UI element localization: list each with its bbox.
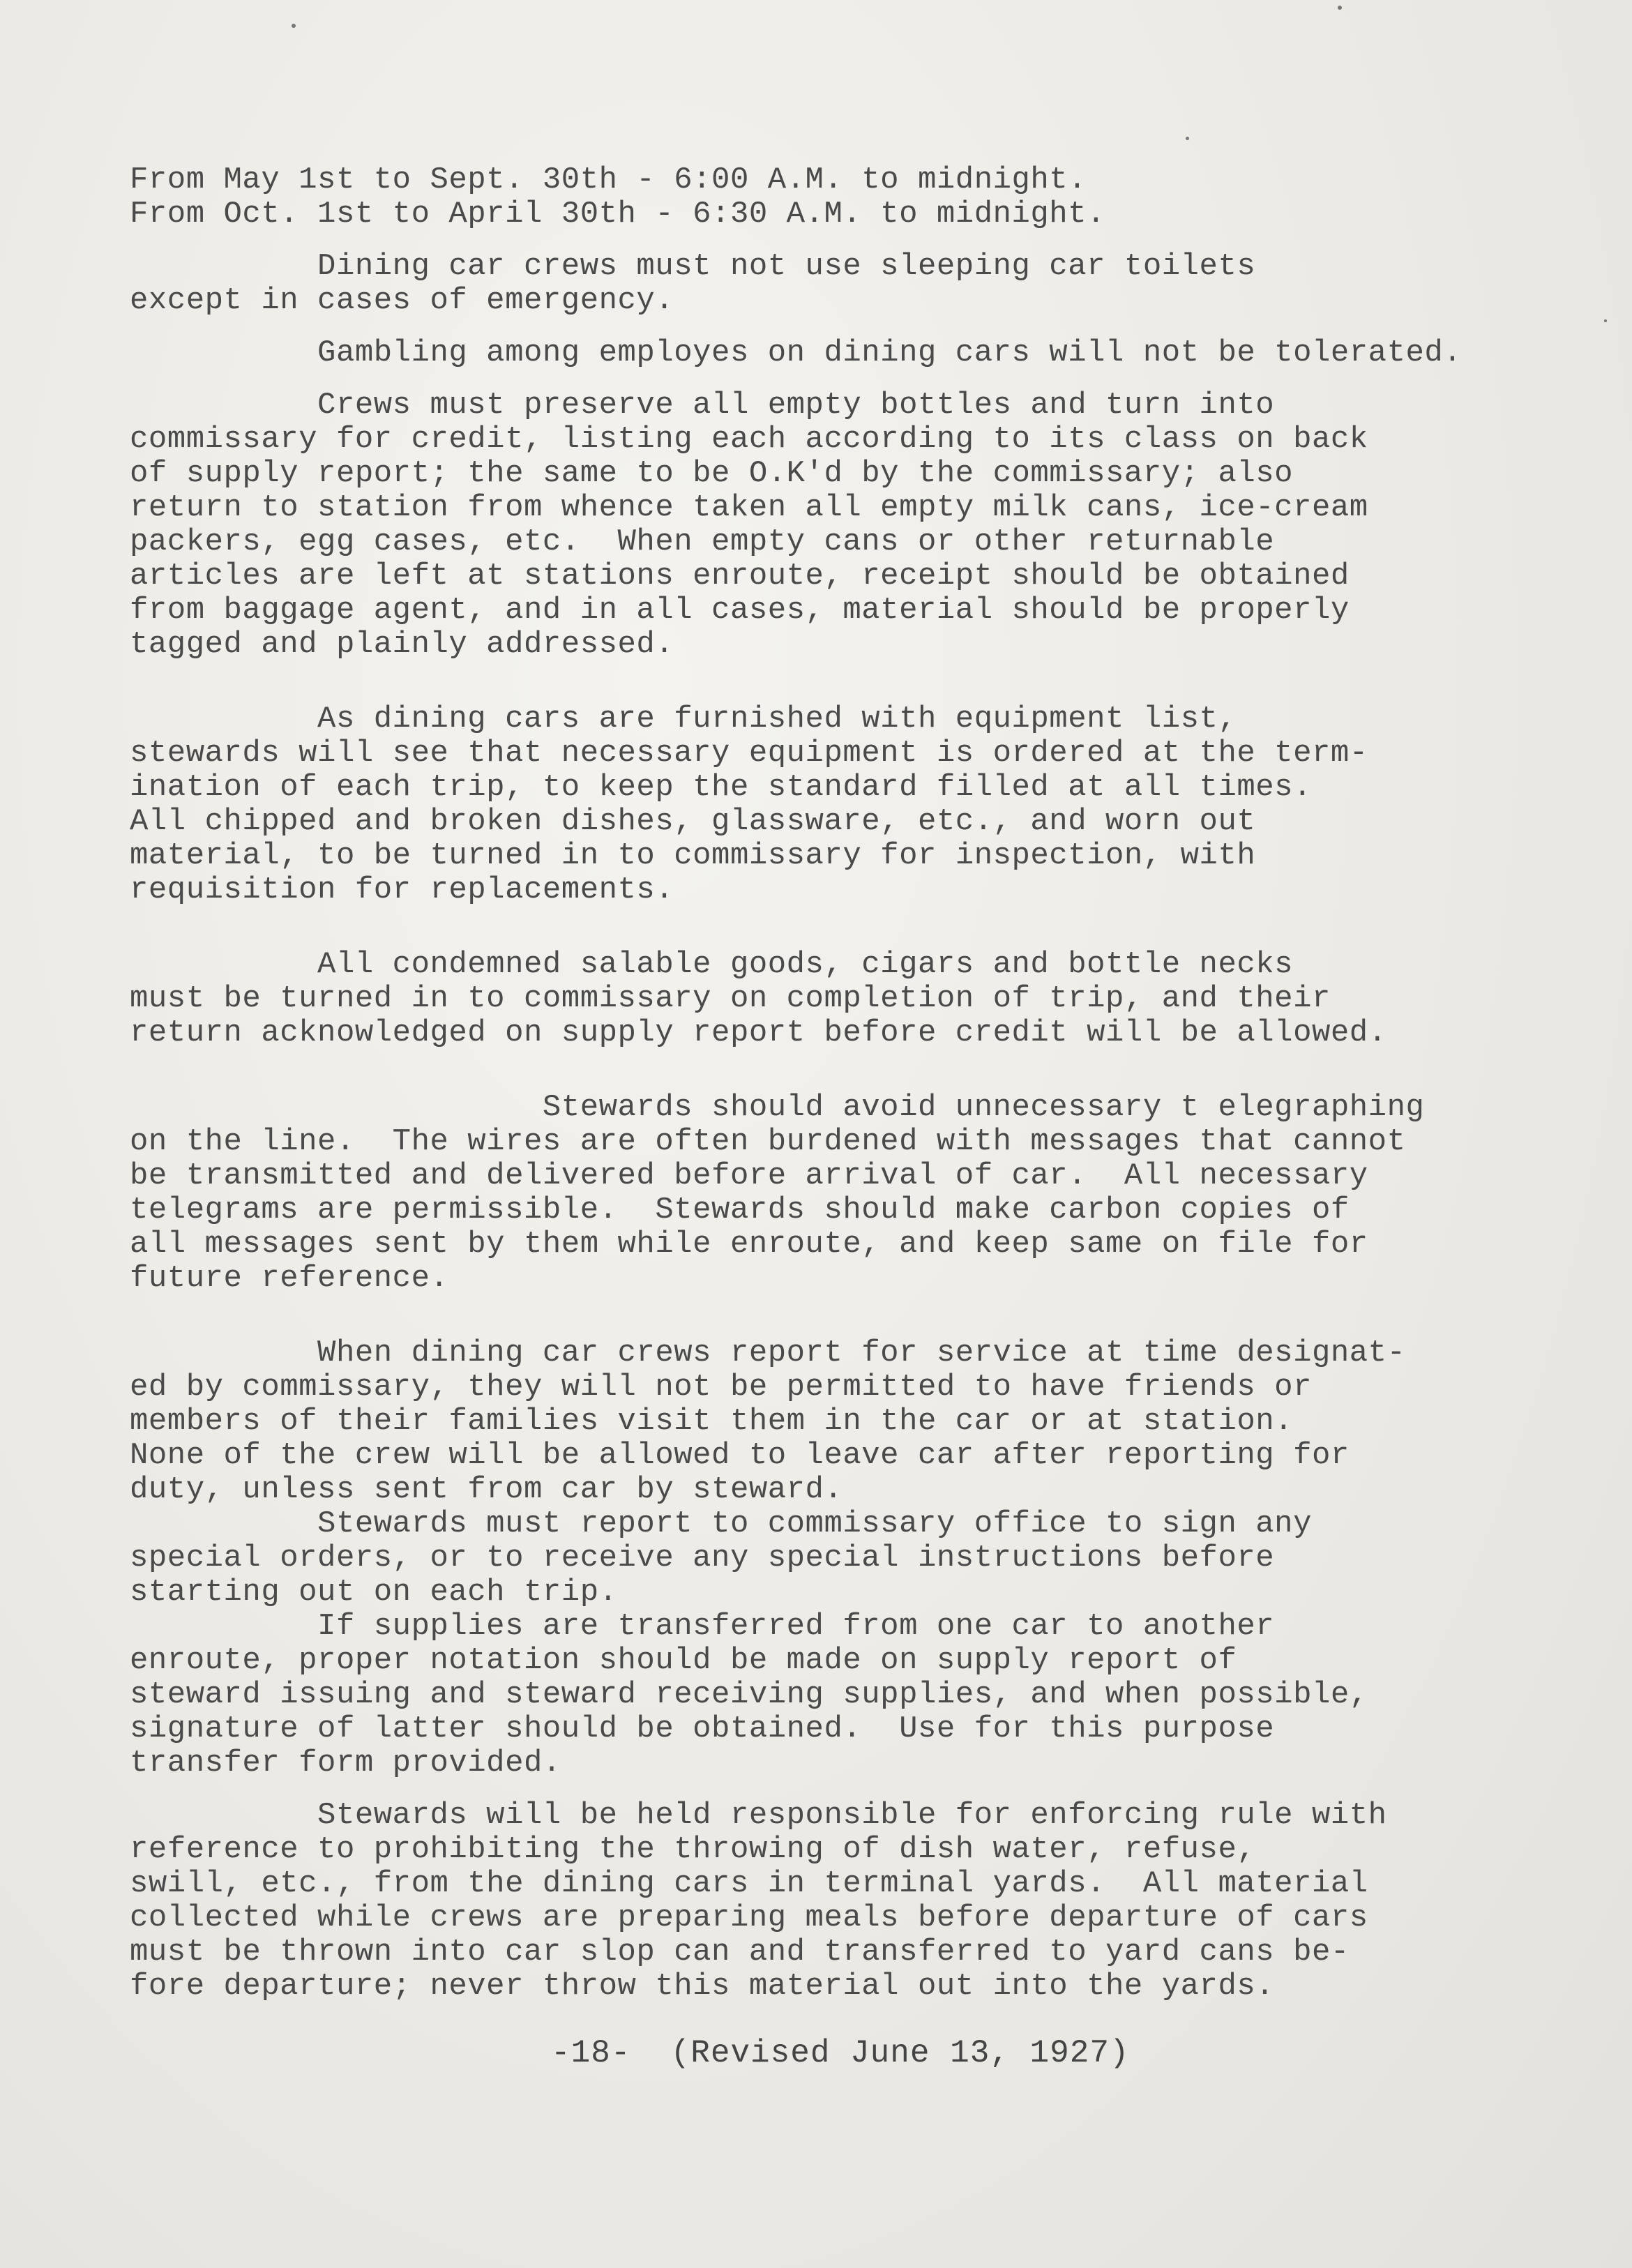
paragraph-visitors (130, 1336, 1566, 1507)
text-line: Stewards must report to commissary office to sign any (130, 1506, 1312, 1541)
text-line: be transmitted and delivered before arrival of car. All necessary (130, 1158, 1368, 1193)
text-line: all messages sent by them while enroute, and keep same on file for (130, 1227, 1368, 1262)
paragraph-equipment (130, 702, 1566, 907)
text-line: future reference. (130, 1261, 449, 1296)
text-line: As dining cars are furnished with equipment list, (130, 702, 1237, 736)
text-line: articles are left at stations enroute, receipt should be obtained (130, 559, 1350, 594)
text-line: All chipped and broken dishes, glassware, etc., and worn out (130, 804, 1256, 839)
hours-line-summer: From May 1st to Sept. 30th - 6:00 A.M. to midnight. (130, 162, 1087, 197)
text-line: fore departure; never throw this material out into the yards. (130, 1969, 1275, 2004)
paper-speck (1604, 319, 1607, 322)
text-line: tagged and plainly addressed. (130, 627, 674, 662)
text-line: must be thrown into car slop can and transferred to yard cans be- (130, 1935, 1350, 1970)
text-line: steward issuing and steward receiving supplies, and when possible, (130, 1677, 1368, 1712)
hours-block (130, 163, 1566, 232)
text-line: Stewards will be held responsible for enforcing rule with (130, 1798, 1387, 1833)
text-line: Gambling among employes on dining cars will not be tolerated. (130, 335, 1463, 370)
text-line: stewards will see that necessary equipment is ordered at the term- (130, 736, 1368, 771)
paper-speck (292, 24, 296, 28)
text-line: signature of latter should be obtained. Use for this purpose (130, 1711, 1275, 1746)
paragraph-special-orders (130, 1507, 1566, 1610)
text-line: reference to prohibiting the throwing of dish water, refuse, (130, 1832, 1256, 1867)
text-line: return acknowledged on supply report before credit will be allowed. (130, 1015, 1387, 1050)
text-line: duty, unless sent from car by steward. (130, 1472, 843, 1507)
paragraph-transfers (130, 1610, 1566, 1781)
text-line: of supply report; the same to be O.K'd by the commissary; also (130, 456, 1294, 491)
text-line: commissary for credit, listing each according to its class on back (130, 422, 1368, 457)
typewritten-text (130, 163, 1566, 2004)
paragraph-refuse (130, 1799, 1566, 2004)
paper-speck (1186, 137, 1189, 140)
paragraph-telegraphing (130, 1091, 1566, 1296)
text-line: material, to be turned in to commissary for inspection, with (130, 838, 1256, 873)
text-line: packers, egg cases, etc. When empty cans or other returnable (130, 524, 1275, 559)
text-line: ed by commissary, they will not be permitted to have friends or (130, 1370, 1312, 1405)
text-line: ination of each trip, to keep the standard filled at all times. (130, 770, 1312, 805)
text-line: on the line. The wires are often burdened with messages that cannot (130, 1124, 1406, 1159)
text-line: from baggage agent, and in all cases, material should be properly (130, 593, 1350, 628)
text-line: All condemned salable goods, cigars and bottle necks (130, 947, 1294, 982)
page-footer: -18- (Revised June 13, 1927) (551, 2035, 1130, 2071)
text-line: enroute, proper notation should be made on supply report of (130, 1643, 1237, 1678)
text-line: requisition for replacements. (130, 872, 674, 907)
text-line: When dining car crews report for service at time designat- (130, 1336, 1406, 1370)
text-line: return to station from whence taken all empty milk cans, ice-cream (130, 490, 1368, 525)
paragraph-bottles (130, 388, 1566, 662)
text-line: Dining car crews must not use sleeping car toilets (130, 249, 1256, 284)
text-line: starting out on each trip. (130, 1575, 618, 1610)
text-line: special orders, or to receive any special instructions before (130, 1541, 1275, 1575)
paragraph-gambling (130, 336, 1566, 370)
paper-speck (1338, 6, 1342, 10)
hours-line-winter: From Oct. 1st to April 30th - 6:30 A.M. to midnight. (130, 197, 1106, 232)
text-line: transfer form provided. (130, 1746, 561, 1781)
text-line: must be turned in to commissary on completion of trip, and their (130, 981, 1331, 1016)
text-line: except in cases of emergency. (130, 283, 674, 318)
paragraph-condemned-goods (130, 948, 1566, 1050)
text-line: Crews must preserve all empty bottles and turn into (130, 388, 1275, 423)
text-line: members of their families visit them in the car or at station. (130, 1404, 1294, 1439)
text-line: swill, etc., from the dining cars in terminal yards. All material (130, 1866, 1368, 1901)
paragraph-toilets (130, 250, 1566, 318)
text-line: None of the crew will be allowed to leave car after reporting for (130, 1438, 1350, 1473)
text-line: telegrams are permissible. Stewards should make carbon copies of (130, 1193, 1350, 1227)
text-line: collected while crews are preparing meals before departure of cars (130, 1900, 1368, 1935)
text-line: If supplies are transferred from one car to another (130, 1609, 1275, 1644)
text-line: Stewards should avoid unnecessary t elegraphing (130, 1090, 1425, 1125)
